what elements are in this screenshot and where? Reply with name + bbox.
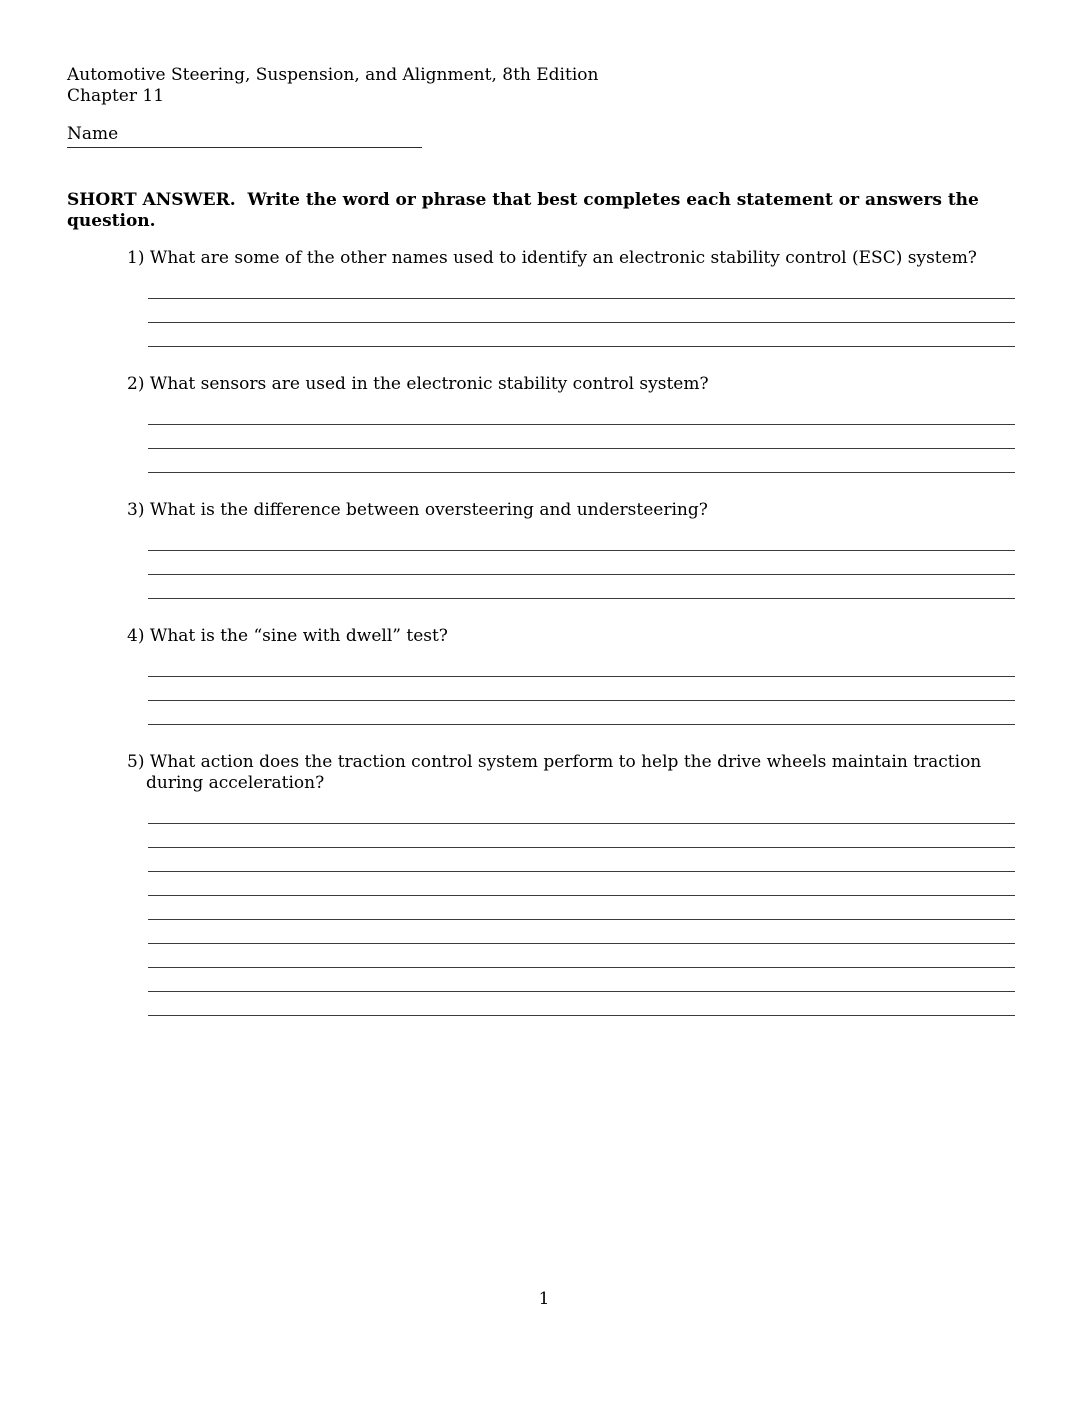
answer-line [148,275,1015,299]
answer-line [148,449,1015,473]
question-block [127,626,1015,725]
name-field [67,124,422,148]
answer-line [148,872,1015,896]
answer-lines [148,527,1015,599]
page-number: 1 [538,1289,550,1309]
question-block [127,752,1015,1016]
answer-line [148,401,1015,425]
question-text: What is the difference between oversteering and understeering? [149,500,708,520]
answer-line [148,527,1015,551]
answer-lines [148,401,1015,473]
question-number: 2) [127,374,145,394]
answer-line [148,896,1015,920]
questions-list [127,248,1015,1016]
question-text: What are some of the other names used to identify an electronic stability control (ESC) system? [149,248,977,268]
question-text: What action does the traction control system perform to help the drive wheels maintain traction during acceleration? [146,752,982,793]
name-label: Name [67,124,119,144]
answer-line [148,323,1015,347]
question-number: 3) [127,500,145,520]
question-number: 5) [127,752,145,772]
answer-line [148,653,1015,677]
document-header [67,65,1015,107]
question-line [127,248,1015,269]
answer-lines [148,800,1015,1016]
question-number: 1) [127,248,145,268]
question-line [127,374,1015,395]
question-block [127,500,1015,599]
answer-line [148,677,1015,701]
answer-line [148,920,1015,944]
answer-line [148,824,1015,848]
answer-line [148,425,1015,449]
question-line [127,752,1015,794]
question-text: What sensors are used in the electronic stability control system? [149,374,709,394]
question-block [127,374,1015,473]
section-heading: SHORT ANSWER. Write the word or phrase that best completes each statement or answers the question. [67,190,985,231]
question-line [127,626,1015,647]
answer-line [148,551,1015,575]
question-number: 4) [127,626,145,646]
chapter-label: Chapter 11 [67,86,165,106]
answer-line [148,944,1015,968]
answer-line [148,701,1015,725]
answer-line [148,992,1015,1016]
answer-line [148,848,1015,872]
question-block [127,248,1015,347]
answer-line [148,575,1015,599]
answer-line [148,299,1015,323]
book-title: Automotive Steering, Suspension, and Alignment, 8th Edition [67,65,599,85]
question-line [127,500,1015,521]
answer-lines [148,653,1015,725]
question-text: What is the “sine with dwell” test? [149,626,448,646]
answer-line [148,800,1015,824]
answer-lines [148,275,1015,347]
answer-line [148,968,1015,992]
